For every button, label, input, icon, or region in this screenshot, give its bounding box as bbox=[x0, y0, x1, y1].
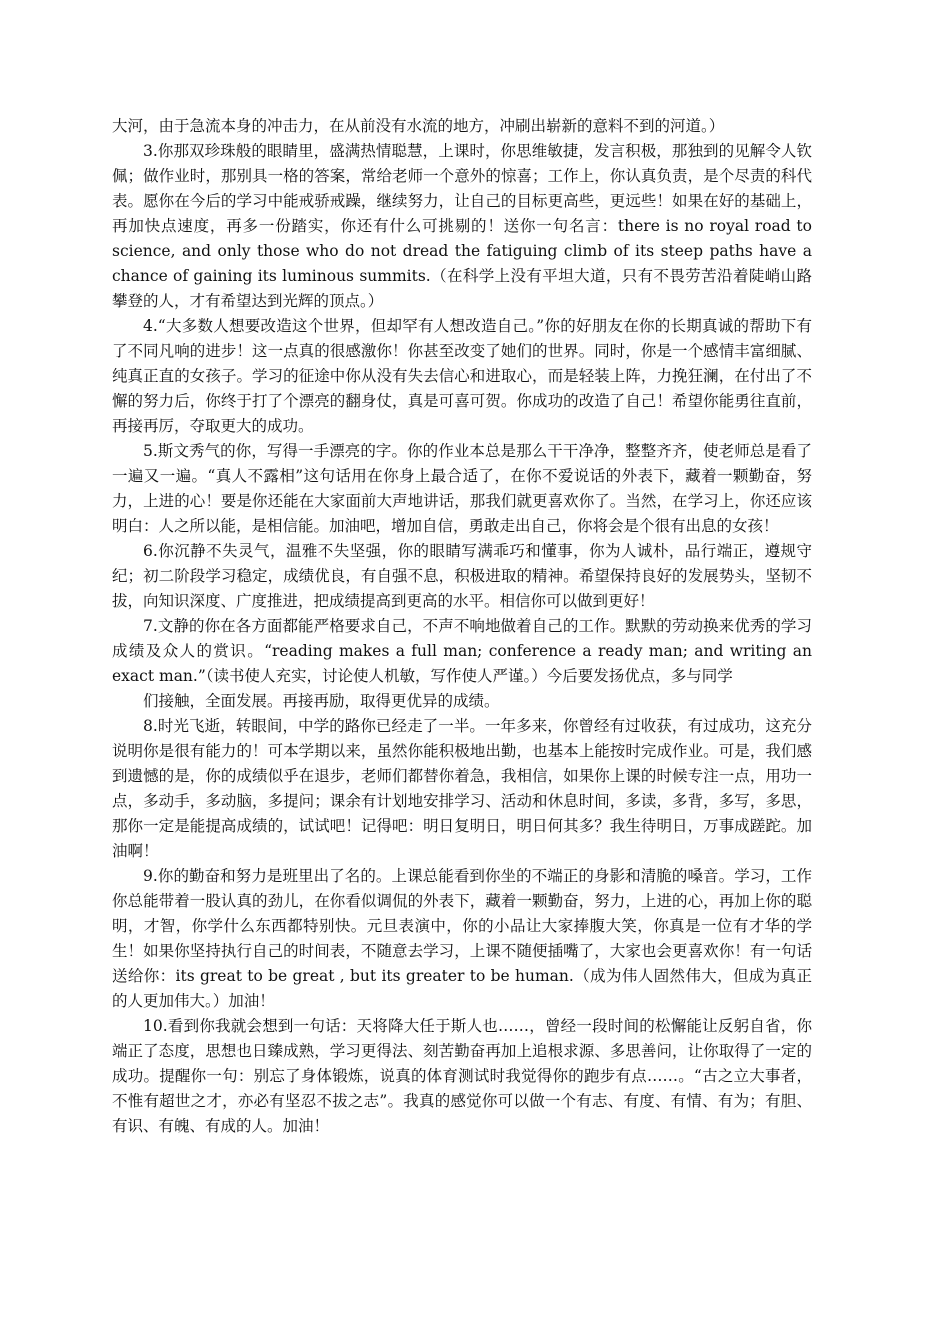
paragraph-comment-6: 6.你沉静不失灵气，温雅不失坚强，你的眼睛写满乖巧和懂事，你为人诚朴，品行端正，遵规守纪；初二阶段学习稳定，成绩优良，有自强不息，积极进取的精神。希望保持良好的发展势头，坚韧不拔，向知识深度、广度推进，把成绩提高到更高的水平。相信你可以做到更好！ bbox=[112, 542, 812, 610]
paragraph-comment-7-continued: 们接触，全面发展。再接再励，取得更优异的成绩。 bbox=[143, 692, 500, 710]
paragraph-comment-5: 5.斯文秀气的你，写得一手漂亮的字。你的作业本总是那么干干净净，整整齐齐，使老师总是看了一遍又一遍。“真人不露相”这句话用在你身上最合适了，在你不爱说话的外表下，藏着一颗勤奋，努力，上进的心！要是你还能在大家面前大声地讲话，那我们就更喜欢你了。当然，在学习上，你还应该明白：人之所以能，是相信能。加油吧，增加自信，勇敢走出自己，你将会是个很有出息的女孩！ bbox=[112, 442, 812, 535]
paragraph-comment-4: 4.“大多数人想要改造这个世界，但却罕有人想改造自己。”你的好朋友在你的长期真诚的帮助下有了不同凡响的进步！这一点真的很感激你！你甚至改变了她们的世界。同时，你是一个感情丰富细腻、纯真正直的女孩子。学习的征途中你从没有失去信心和进取心，而是轻装上阵，力挽狂澜，在付出了不懈的努力后，你终于打了个漂亮的翻身仗，真是可喜可贺。你成功的改造了自己！希望你能勇往直前，再接再厉，夺取更大的成功。 bbox=[112, 317, 812, 435]
paragraph-comment-10: 10.看到你我就会想到一句话：天将降大任于斯人也……，曾经一段时间的松懈能让反躬自省，你端正了态度，思想也日臻成熟，学习更得法、刻苦勤奋再加上追根求源、多思善问，让你取得了一定的成功。提醒你一句：别忘了身体锻炼，说真的体育测试时我觉得你的跑步有点……。“古之立大事者，不惟有超世之才，亦必有坚忍不拔之志”。我真的感觉你可以做一个有志、有度、有情、有为；有胆、有识、有魄、有成的人。加油！ bbox=[112, 1017, 812, 1135]
paragraph-comment-3: 3.你那双珍珠般的眼睛里，盛满热情聪慧，上课时，你思维敏捷，发言积极，那独到的见解令人钦佩；做作业时，那别具一格的答案，常给老师一个意外的惊喜；工作上，你认真负责，是个尽责的科代表。愿你在今后的学习中能戒骄戒躁，继续努力，让自己的目标更高些，更远些！如果在好的基础上，再加快点速度，再多一份踏实，你还有什么可挑剔的！送你一句名言：there is no royal road to science, and only those who do not dread the fatiguing climb of its steep paths have a chance of gaining its luminous summits.（在科学上没有平坦大道，只有不畏劳苦沿着陡峭山路攀登的人，才有希望达到光辉的顶点。） bbox=[112, 142, 812, 310]
paragraph-comment-8: 8.时光飞逝，转眼间，中学的路你已经走了一半。一年多来，你曾经有过收获，有过成功，这充分说明你是很有能力的！可本学期以来，虽然你能积极地出勤，也基本上能按时完成作业。可是，我们感到遗憾的是，你的成绩似乎在退步，老师们都替你着急，我相信，如果你上课的时候专注一点，用功一点，多动手，多动脑，多提问；课余有计划地安排学习、活动和休息时间，多读，多背，多写，多思，那你一定是能提高成绩的，试试吧！记得吧：明日复明日，明日何其多？我生待明日，万事成蹉跎。加油啊！ bbox=[112, 717, 812, 860]
document-body bbox=[112, 114, 812, 1139]
paragraph-comment-9: 9.你的勤奋和努力是班里出了名的。上课总能看到你坐的不端正的身影和清脆的嗓音。学习，工作你总能带着一股认真的劲儿，在你看似调侃的外表下，藏着一颗勤奋，努力，上进的心，再加上你的聪明，才智，你学什么东西都特别快。元旦表演中，你的小品让大家捧腹大笑，你真是一位有才华的学生！如果你坚持执行自己的时间表，不随意去学习，上课不随便插嘴了，大家也会更喜欢你！有一句话送给你：its great to be great , but its greater to be human.（成为伟人固然伟大，但成为真正的人更加伟大。）加油！ bbox=[112, 867, 812, 1010]
paragraph-comment-7: 7.文静的你在各方面都能严格要求自己，不声不响地做着自己的工作。默默的劳动换来优秀的学习成绩及众人的赏识。“reading makes a full man; conference a ready man; and writing an exact man.”（读书使人充实，讨论使人机敏，写作使人严谨。）今后要发扬优点，多与同学 bbox=[112, 617, 812, 685]
paragraph-continuation: 大河，由于急流本身的冲击力，在从前没有水流的地方，冲刷出崭新的意料不到的河道。） bbox=[112, 117, 725, 135]
